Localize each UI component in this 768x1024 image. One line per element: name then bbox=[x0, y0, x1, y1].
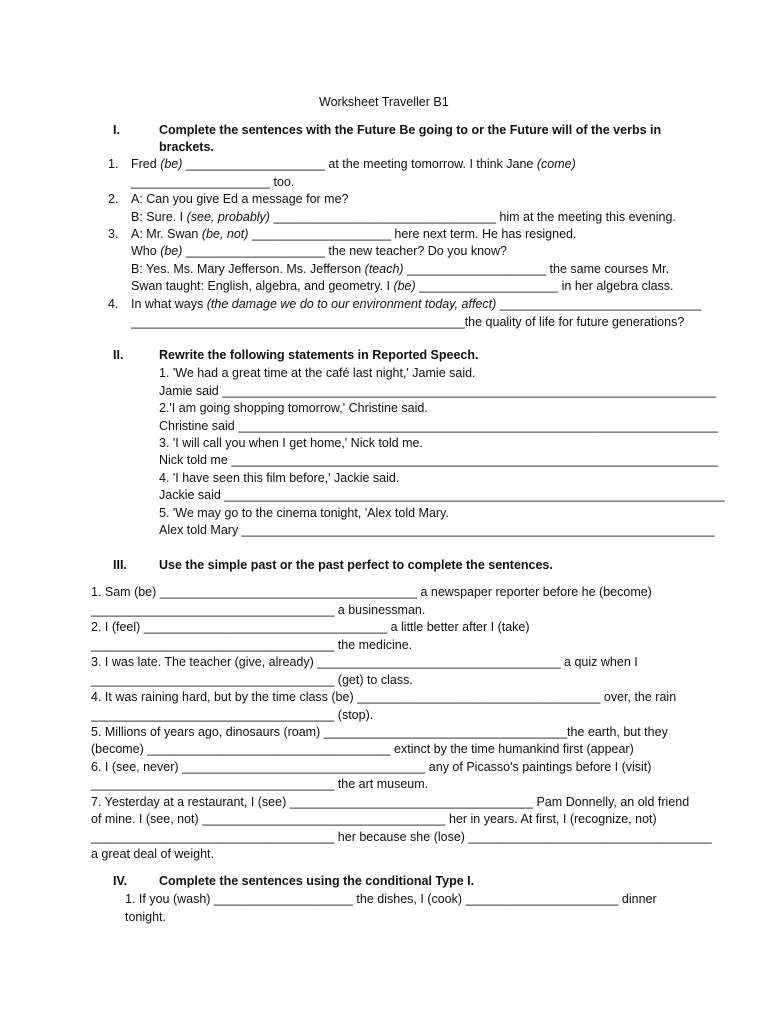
question-line: B: Yes. Ms. Mary Jefferson. Ms. Jefferson (teach) ____________________ the same courses Mr. bbox=[131, 262, 670, 276]
question-line: Fred (be) ____________________ at the meeting tomorrow. I think Jane (come) bbox=[131, 157, 576, 171]
section-4-instruction: Complete the sentences using the conditional Type I. bbox=[159, 874, 475, 888]
section-3-instruction: Use the simple past or the past perfect to complete the sentences. bbox=[159, 558, 553, 572]
conditional-line: tonight. bbox=[125, 910, 167, 924]
reported-speech-line: 5. 'We may go to the cinema tonight, 'Alex told Mary. bbox=[159, 506, 449, 520]
section-1-number: I. bbox=[113, 123, 120, 137]
question-line: In what ways (the damage we do to our environment today, affect) _____________________________ bbox=[131, 297, 702, 311]
question-line: ____________________ too. bbox=[131, 175, 295, 189]
question-line: Swan taught: English, algebra, and geometry. I (be) ____________________ in her algebra class. bbox=[131, 279, 674, 293]
section-2-instruction: Rewrite the following statements in Reported Speech. bbox=[159, 348, 479, 362]
question-line: A: Can you give Ed a message for me? bbox=[131, 192, 349, 206]
section-4-number: IV. bbox=[113, 874, 128, 888]
past-tense-line: 2. I (feel) ___________________________________ a little better after I (take) bbox=[91, 620, 530, 634]
section-2-number: II. bbox=[113, 348, 124, 362]
page-title: Worksheet Traveller B1 bbox=[319, 95, 449, 109]
question-number: 4. bbox=[108, 297, 119, 311]
reported-speech-line: 2.'I am going shopping tomorrow,' Christine said. bbox=[159, 401, 428, 415]
reported-speech-line: 4. 'I have seen this film before,' Jackie said. bbox=[159, 471, 400, 485]
past-tense-line: 3. I was late. The teacher (give, already) ___________________________________ a quiz when I bbox=[91, 655, 638, 669]
past-tense-line: 7. Yesterday at a restaurant, I (see) ___________________________________ Pam Donnelly, an old friend bbox=[91, 795, 690, 809]
question-line: Who (be) ____________________ the new teacher? Do you know? bbox=[131, 244, 507, 258]
section-1-instruction: Complete the sentences with the Future Be going to or the Future will of the verbs in bbox=[159, 123, 662, 137]
reported-speech-line: Christine said _____________________________________________________________________ bbox=[159, 419, 718, 433]
past-tense-line: 6. I (see, never) ___________________________________ any of Picasso's paintings before I (visit) bbox=[91, 760, 652, 774]
past-tense-line: ___________________________________ the art museum. bbox=[91, 777, 429, 791]
question-number: 3. bbox=[108, 227, 119, 241]
reported-speech-line: 3. 'I will call you when I get home,' Nick told me. bbox=[159, 436, 423, 450]
question-line: A: Mr. Swan (be, not) ____________________ here next term. He has resigned. bbox=[131, 227, 577, 241]
past-tense-line: a great deal of weight. bbox=[91, 847, 214, 861]
question-line: B: Sure. I (see, probably) ________________________________ him at the meeting this evening. bbox=[131, 210, 676, 224]
past-tense-line: of mine. I (see, not) ___________________________________ her in years. At first, I (recognize, not) bbox=[91, 812, 657, 826]
past-tense-line: 4. It was raining hard, but by the time class (be) ___________________________________ over, the rain bbox=[91, 690, 677, 704]
reported-speech-line: Nick told me ______________________________________________________________________ bbox=[159, 453, 718, 467]
past-tense-line: ___________________________________ a businessman. bbox=[91, 603, 426, 617]
reported-speech-line: Jackie said ________________________________________________________________________ bbox=[159, 488, 725, 502]
past-tense-line: ___________________________________ (stop). bbox=[91, 708, 374, 722]
conditional-line: 1. If you (wash) ____________________ the dishes, I (cook) ______________________ dinner bbox=[125, 892, 657, 906]
section-1-instruction-cont: brackets. bbox=[159, 140, 214, 154]
question-line: ________________________________________________the quality of life for future generations? bbox=[131, 315, 685, 329]
past-tense-line: 5. Millions of years ago, dinosaurs (roam) ___________________________________the earth, but they bbox=[91, 725, 668, 739]
past-tense-line: ___________________________________ her because she (lose) ___________________________________ bbox=[91, 830, 712, 844]
question-number: 2. bbox=[108, 192, 119, 206]
past-tense-line: ___________________________________ the medicine. bbox=[91, 638, 413, 652]
reported-speech-line: Alex told Mary ____________________________________________________________________ bbox=[159, 523, 715, 537]
past-tense-line: 1. Sam (be) _____________________________________ a newspaper reporter before he (become) bbox=[91, 585, 652, 599]
reported-speech-line: Jamie said _______________________________________________________________________ bbox=[159, 384, 716, 398]
past-tense-line: ___________________________________ (get) to class. bbox=[91, 673, 413, 687]
reported-speech-line: 1. 'We had a great time at the café last night,' Jamie said. bbox=[159, 366, 476, 380]
question-number: 1. bbox=[108, 157, 119, 171]
past-tense-line: (become) ___________________________________ extinct by the time humankind first (appear) bbox=[91, 742, 634, 756]
section-3-number: III. bbox=[113, 558, 127, 572]
